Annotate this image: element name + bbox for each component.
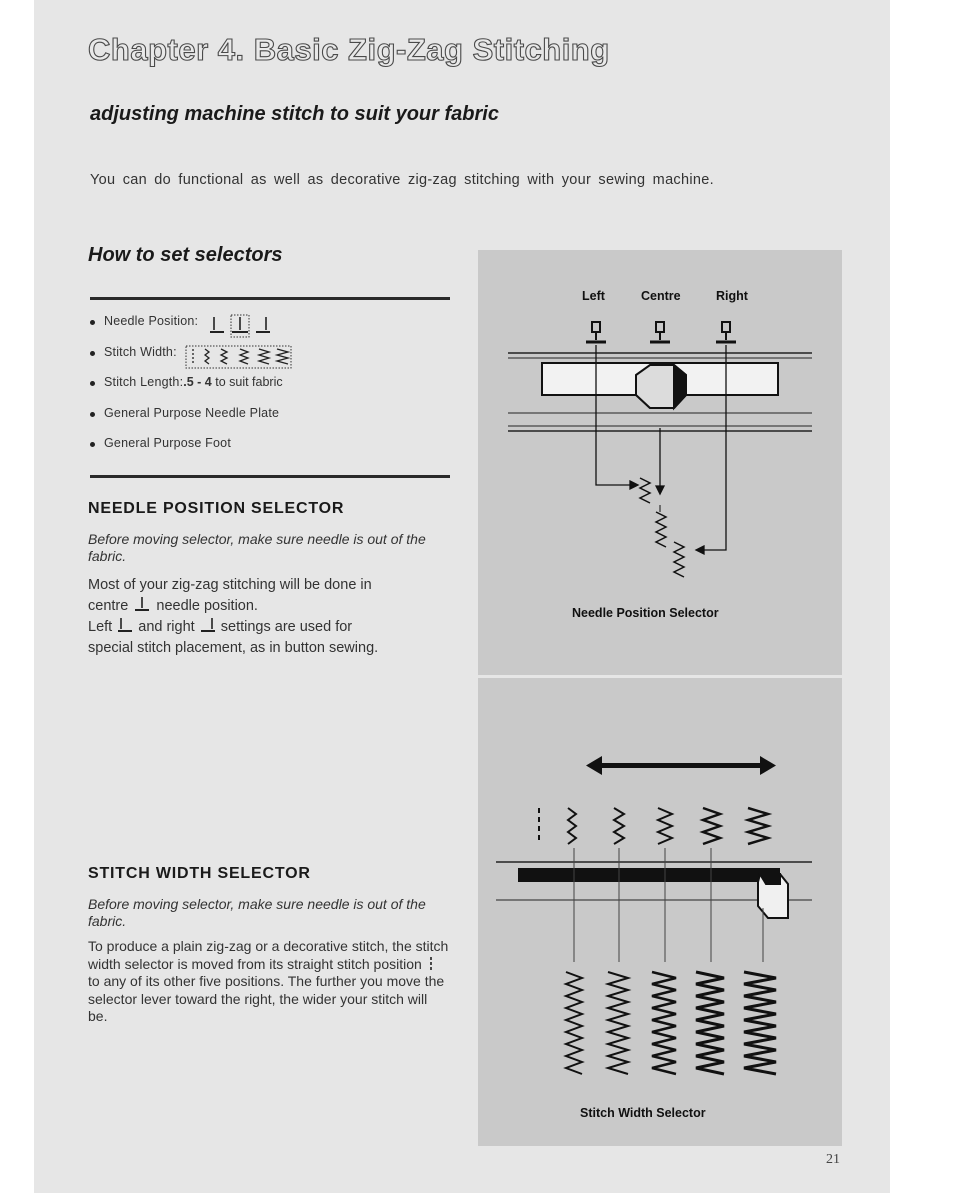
setting-label: General Purpose Foot (104, 436, 231, 450)
setting-stitch-width (90, 345, 295, 376)
setting-label: General Purpose Needle Plate (104, 405, 280, 420)
needle-body-settings: settings are used for (220, 619, 353, 635)
chapter-title: Chapter 4. Basic Zig-Zag Stitching (88, 32, 610, 67)
setting-label: Stitch Length: (104, 375, 184, 389)
needle-position-heading: NEEDLE POSITION SELECTOR (88, 500, 345, 517)
needle-body-line1: Most of your zig-zag stitching will be done in (88, 577, 372, 593)
bullet (90, 351, 95, 356)
needle-left-icon (586, 322, 606, 342)
needle-left-icon (116, 617, 134, 633)
divider (90, 297, 450, 300)
divider (90, 475, 450, 478)
stitch-width-figure (478, 678, 842, 1146)
width-body (88, 938, 450, 1026)
setting-value: .5 - 4 (183, 375, 212, 389)
selector-slider (542, 363, 778, 408)
needle-body-centre: centre (88, 598, 129, 614)
fig-caption-width: Stitch Width Selector (580, 1106, 706, 1120)
stitch-width-icon (539, 808, 768, 844)
needle-body (88, 575, 450, 659)
setting-foot (90, 436, 295, 467)
needle-centre-icon (132, 596, 152, 612)
page-number: 21 (826, 1152, 840, 1167)
section-subtitle: adjusting machine stitch to suit your fabric (90, 103, 499, 125)
stitch-width-icon (185, 345, 295, 371)
needle-centre-icon (650, 322, 670, 342)
selectors-heading: How to set selectors (88, 244, 283, 266)
needle-right-icon (716, 322, 736, 342)
settings-list (90, 314, 295, 467)
fig-label-centre: Centre (641, 289, 681, 303)
bullet (90, 442, 95, 447)
setting-suffix: to suit fabric (215, 375, 283, 389)
bullet (90, 320, 95, 325)
setting-label: Stitch Width: (104, 344, 177, 359)
needle-position-icon (206, 314, 286, 338)
width-body-part1: To produce a plain zig-zag or a decorative stitch, the stitch width selector is moved from its straight stitch position (88, 938, 449, 972)
needle-body-right: and right (138, 619, 195, 635)
straight-stitch-icon (426, 956, 436, 972)
needle-right-icon (199, 617, 217, 633)
fig-caption-needle: Needle Position Selector (572, 606, 719, 620)
stitch-width-heading: STITCH WIDTH SELECTOR (88, 865, 311, 882)
setting-stitch-length (90, 375, 295, 406)
needle-note: Before moving selector, make sure needle is out of the fabric. (88, 531, 426, 564)
needle-body-left: Left (88, 619, 113, 635)
needle-position-figure (478, 250, 842, 675)
width-body-part2: to any of its other five positions. The further you move the selector lever toward the right, the wider your stitch will be. (88, 973, 445, 1024)
fig-label-left: Left (582, 289, 605, 303)
width-note: Before moving selector, make sure needle is out of the fabric. (88, 896, 426, 929)
bullet (90, 412, 95, 417)
bullet (90, 381, 95, 386)
double-arrow-icon (586, 756, 776, 775)
intro-text: You can do functional as well as decorative zig-zag stitching with your sewing machine. (90, 172, 714, 188)
fig-label-right: Right (716, 289, 748, 303)
setting-needle-plate (90, 406, 295, 437)
needle-body-position: needle position. (156, 598, 258, 614)
needle-body-special: special stitch placement, as in button sewing. (88, 640, 379, 656)
setting-needle-position (90, 314, 295, 345)
setting-label: Needle Position: (104, 314, 199, 328)
